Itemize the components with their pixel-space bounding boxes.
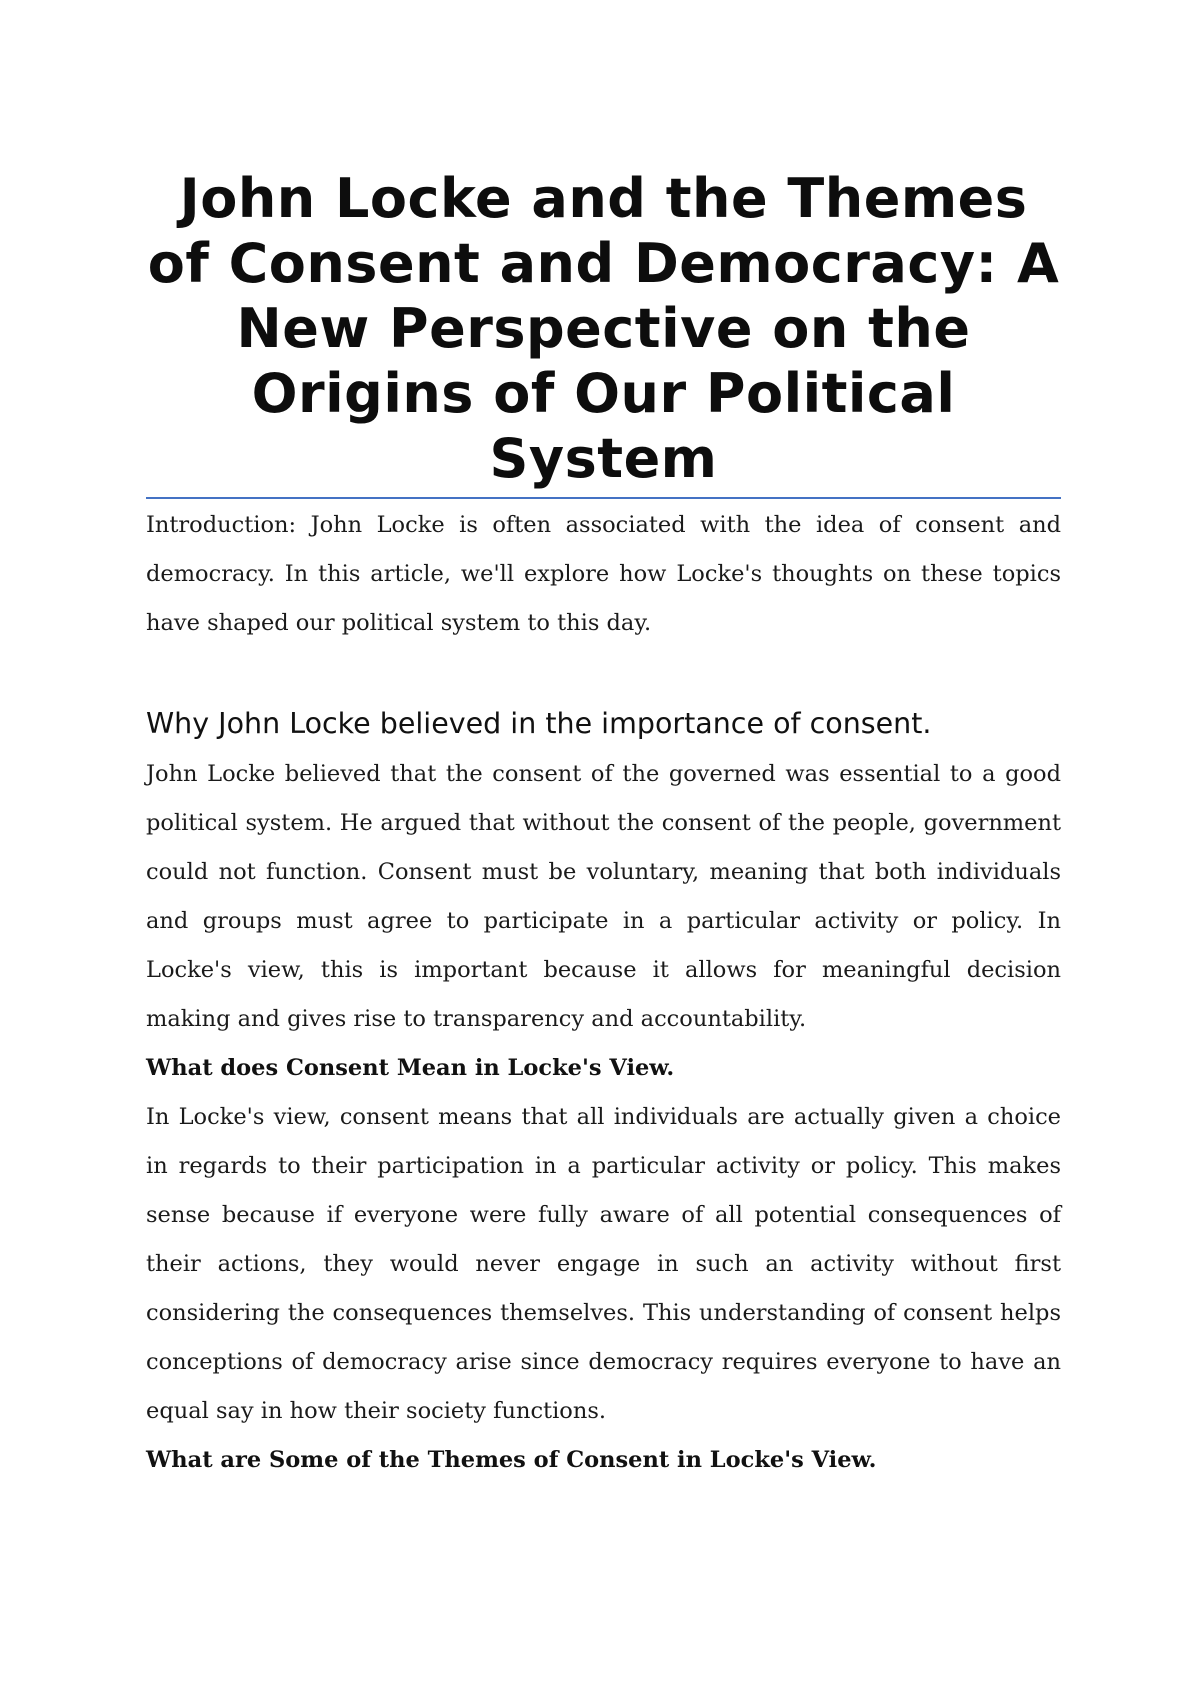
intro-paragraph: Introduction: John Locke is often associated with the idea of consent and democracy. In this article, we'll explore how Locke's thoughts on these topics have shaped our political system to this day. [146,512,1061,636]
subheading-consent-themes: What are Some of the Themes of Consent in Locke's View. [146,1447,877,1473]
paragraph-consent-meaning: In Locke's view, consent means that all individuals are actually given a choice in regards to their participation in a particular activity or policy. This makes sense because if everyone were fully aware of all potential consequences of their actions, they would never engage in such an activity without first considering the consequences themselves. This understanding of consent helps conceptions of democracy arise since democracy requires everyone to have an equal say in how their society functions. [146,1104,1061,1424]
section-heading-consent-importance: Why John Locke believed in the importance of consent. [146,707,932,740]
document-title: John Locke and the Themes of Consent and Democracy: A New Perspective on the Origins of Our Political System [147,167,1060,490]
title-divider [146,497,1061,499]
subheading-consent-meaning: What does Consent Mean in Locke's View. [146,1055,675,1081]
section-paragraph-consent-importance: John Locke believed that the consent of the governed was essential to a good political system. He argued that without the consent of the people, government could not function. Consent must be voluntary, meaning that both individuals and groups must agree to participate in a particular activity or policy. In Locke's view, this is important because it allows for meaningful decision making and gives rise to transparency and accountability. [146,761,1061,1032]
document-body [146,166,1061,1485]
